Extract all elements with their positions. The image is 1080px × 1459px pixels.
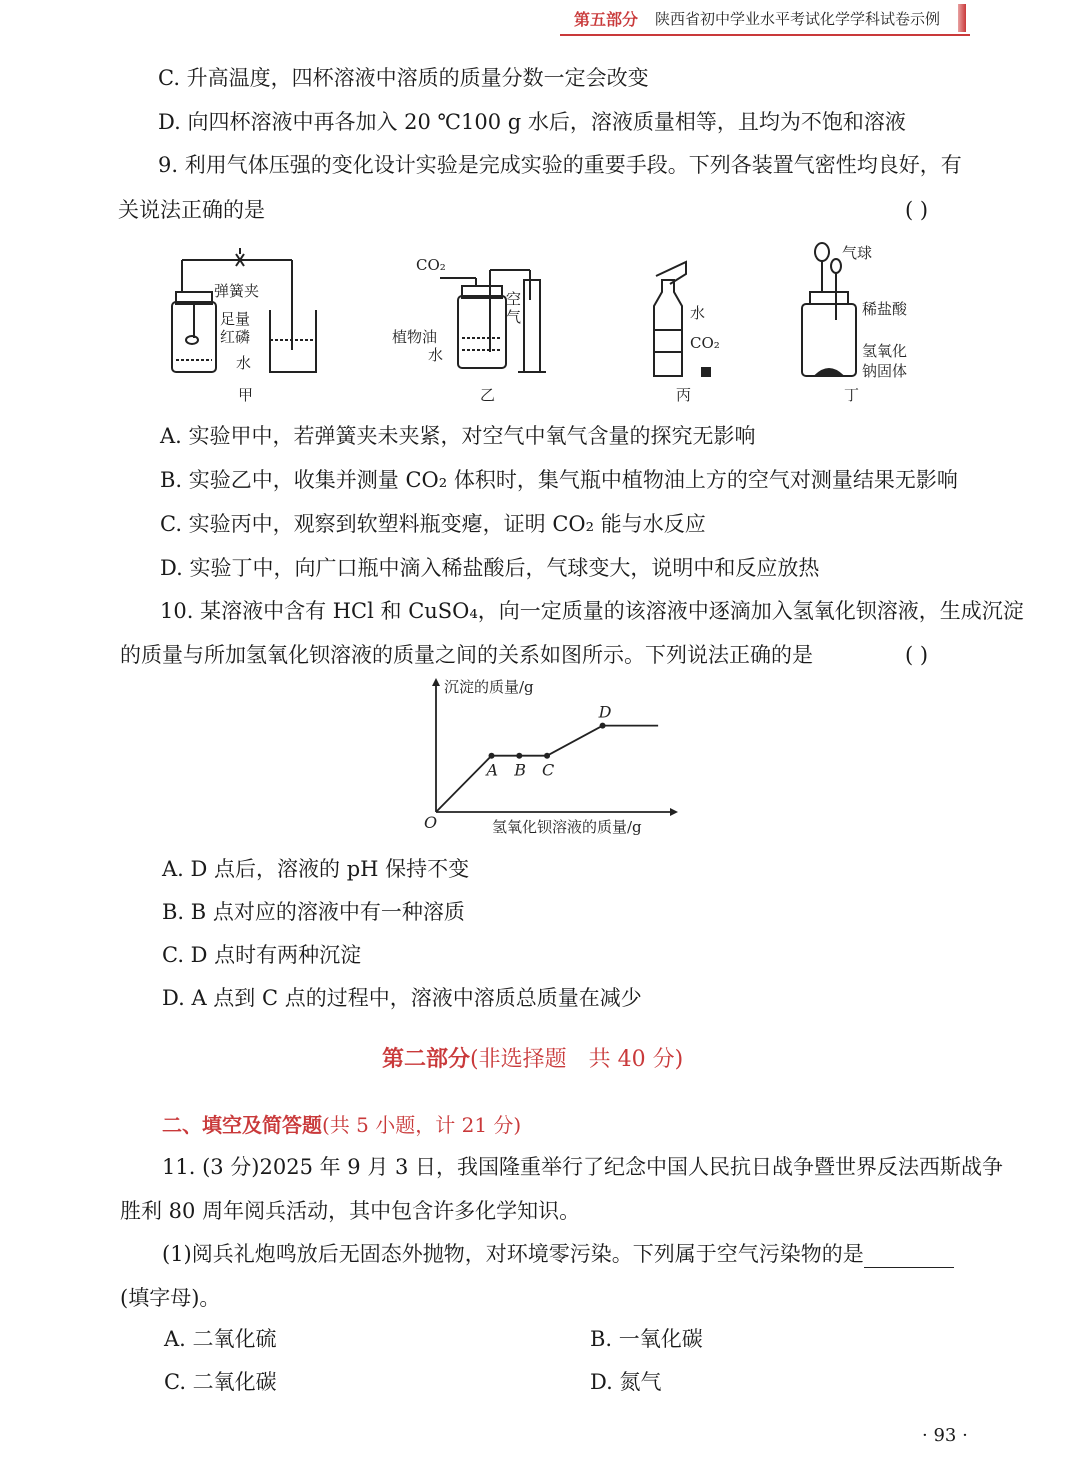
fig-bing-caption: 丙 — [676, 386, 692, 404]
chart-point-c — [544, 753, 550, 759]
page-number: · 93 · — [922, 1425, 968, 1446]
fig-yi-label-air1: 空 — [506, 290, 522, 308]
q10-stem-line2: 的质量与所加氢氧化钡溶液的质量之间的关系如图所示。下列说法正确的是 — [120, 643, 813, 667]
chart-point-label-a: A — [486, 760, 499, 780]
part2-title: 第二部分 — [382, 1047, 471, 1072]
fig-jia-label-p1: 足量 — [220, 310, 251, 328]
chart-point-label-d: D — [598, 702, 612, 722]
chart-point-label-c: C — [542, 760, 555, 780]
fig-jia-label-water: 水 — [236, 354, 252, 372]
fig-yi-caption: 乙 — [480, 386, 496, 404]
q9-stem-line2: 关说法正确的是 — [118, 198, 265, 222]
q8-option-c: C. 升高温度，四杯溶液中溶质的质量分数一定会改变 — [158, 66, 649, 90]
q11-answer-blank[interactable] — [864, 1247, 954, 1268]
part2-subtitle: (非选择题 共 40 分) — [470, 1047, 684, 1072]
q11-option-a: A. 二氧化硫 — [164, 1327, 277, 1351]
q11-line1: 11. (3 分)2025 年 9 月 3 日，我国隆重举行了纪念中国人民抗日战争暨世界反法西斯战争 — [162, 1155, 1004, 1179]
chart-point-label-b: B — [514, 760, 527, 780]
q9-figures — [110, 240, 970, 410]
fig-ding-apparatus — [802, 243, 856, 376]
section2-title: 二、填空及简答题 — [162, 1113, 322, 1137]
fig-ding-label-hcl: 稀盐酸 — [862, 300, 908, 318]
chart-x-label: 氢氧化钡溶液的质量/g — [492, 818, 642, 836]
q11-sub1-line2: (填字母)。 — [120, 1286, 221, 1310]
q8-option-d: D. 向四杯溶液中再各加入 20 ℃100 g 水后，溶液质量相等，且均为不饱和溶液 — [158, 110, 906, 134]
header-stripe — [958, 4, 966, 32]
q11-sub1-line1 — [162, 1240, 954, 1268]
q9-option-a: A. 实验甲中，若弹簧夹未夹紧，对空气中氧气含量的探究无影响 — [160, 424, 756, 448]
part2-heading — [382, 1046, 683, 1074]
q9-option-c: C. 实验丙中，观察到软塑料瓶变瘪，证明 CO₂ 能与水反应 — [160, 512, 706, 536]
chart-y-label: 沉淀的质量/g — [444, 678, 534, 696]
chart-point-b — [516, 753, 522, 759]
q10-option-a: A. D 点后，溶液的 pH 保持不变 — [162, 857, 470, 881]
q11-line2: 胜利 80 周年阅兵活动，其中包含许多化学知识。 — [120, 1199, 581, 1223]
q9-option-b: B. 实验乙中，收集并测量 CO₂ 体积时，集气瓶中植物油上方的空气对测量结果无影响 — [160, 468, 958, 492]
q11-option-d: D. 氮气 — [590, 1370, 662, 1394]
q10-chart — [410, 678, 700, 838]
chart-point-a — [489, 753, 495, 759]
q10-option-b: B. B 点对应的溶液中有一种溶质 — [162, 900, 465, 924]
fig-ding-caption: 丁 — [844, 386, 860, 404]
fig-bing-label-co2: CO₂ — [690, 334, 720, 352]
q9-option-d: D. 实验丁中，向广口瓶中滴入稀盐酸后，气球变大，说明中和反应放热 — [160, 556, 820, 580]
q10-option-c: C. D 点时有两种沉淀 — [162, 943, 362, 967]
q11-sub1-text: (1)阅兵礼炮鸣放后无固态外抛物，对环境零污染。下列属于空气污染物的是 — [162, 1242, 864, 1266]
fig-ding-label-balloon: 气球 — [842, 244, 873, 262]
fig-yi-label-oil: 植物油 — [392, 328, 438, 346]
fig-yi-label-water: 水 — [428, 346, 444, 364]
q11-option-b: B. 一氧化碳 — [590, 1327, 703, 1351]
chart-point-d — [600, 723, 606, 729]
fig-ding-label-naoh1: 氢氧化 — [862, 342, 908, 360]
q11-option-c: C. 二氧化碳 — [164, 1370, 277, 1394]
section2-heading — [162, 1111, 521, 1139]
fig-yi-label-co2: CO₂ — [416, 256, 446, 274]
fig-jia-label-clip: 弹簧夹 — [214, 282, 260, 300]
fig-yi-label-air2: 气 — [506, 308, 522, 326]
q9-answer-bracket: ( ) — [905, 198, 929, 222]
chart-origin-label: O — [424, 813, 438, 832]
q10-option-d: D. A 点到 C 点的过程中，溶液中溶质总质量在减少 — [162, 986, 642, 1010]
fig-jia-label-p2: 红磷 — [220, 328, 251, 346]
header-part: 第五部分 — [574, 10, 639, 29]
fig-ding-label-naoh2: 钠固体 — [862, 362, 908, 380]
fig-jia-caption: 甲 — [238, 386, 254, 404]
fig-yi-apparatus — [440, 270, 546, 372]
q10-answer-bracket: ( ) — [905, 643, 929, 667]
section2-note: (共 5 小题，计 21 分) — [322, 1113, 522, 1137]
chart-x-arrow — [670, 808, 678, 816]
q10-stem-line1: 10. 某溶液中含有 HCl 和 CuSO₄，向一定质量的该溶液中逐滴加入氢氧化钡溶液，生成沉淀 — [160, 599, 1024, 623]
chart-y-arrow — [432, 678, 440, 686]
q9-stem-line1: 9. 利用气体压强的变化设计实验是完成实验的重要手段。下列各装置气密性均良好，有 — [158, 153, 962, 177]
fig-bing-label-water: 水 — [690, 304, 706, 322]
header-title: 陕西省初中学业水平考试化学学科试卷示例 — [655, 10, 941, 28]
